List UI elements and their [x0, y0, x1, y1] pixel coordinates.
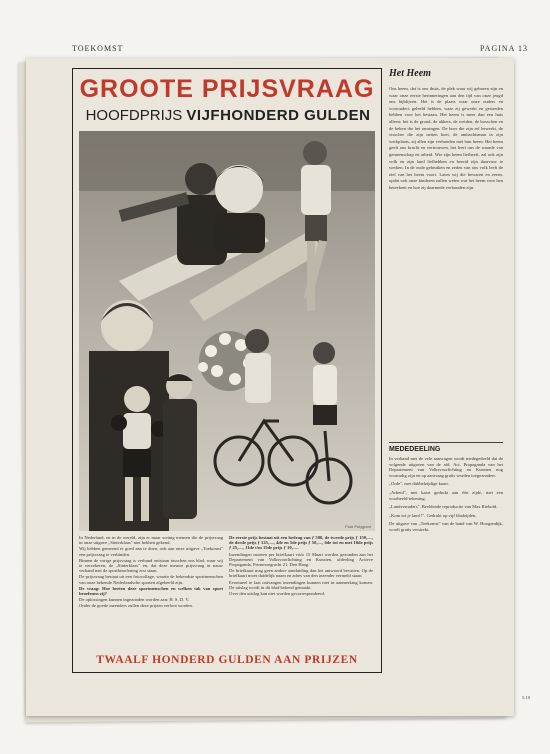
sports-photo-collage [79, 131, 375, 531]
contest-text-columns [79, 535, 375, 643]
notice-body [389, 456, 503, 533]
divider [389, 442, 503, 443]
paragraph: Binnen de vorige prijsvraag is verband ontstaan tusschen ons blad, waar wij te verzekeren, de „Sinterklaas" en, dat deze nieuwe prijsvraag in nauw verband met de sportbeoefening zou staan. [79, 557, 223, 574]
paragraph: Onder de goede inzenders zullen deze prijzen verloot worden. [79, 603, 193, 609]
paragraph-prizes: De eerste prijs bestaat uit een bedrag van ƒ 500, de tweede prijs ƒ 150,—, de derde prijs ƒ 125,—, 4de en 5de prijs ƒ 50,—, 6de tot en met 10de prijs ƒ 25,—, 11de t/m 15de prijs ƒ 10,—. [229, 535, 373, 551]
notice-paragraph: „Kom tot je land !". Gedrukt op vijf bladzijden. [389, 512, 477, 518]
paragraph: De briefkaart mag geen andere aanduiding dan het antwoord bevatten. Op de briefkaart moet duidelijk naam en adres van den inzender vermeld staan. [229, 568, 373, 579]
side-article-body: Ons heem, dat is ons thuis, de plek waar wij geboren zijn en waar onze eerste herinneringen aan den tijd van onze jeugd ons bijblijven. Het is de plaats waar onze ouders en voorouders geleefd hebben, waar zij gewerkt en gestreden hebben voor het bestaan. Het heem is meer dan een huis alleen; het is de grond, de akkers, de weiden, de bosschen en de beken die het omringen. De boer die zijn erf bewerkt, de visscher die zijn netten boet, de ambachtsman in zijn werkplaats, zij allen zijn verbonden met hun heem. Het heem geeft ons kracht en vertrouwen, het leert ons de waarde van gemeenschap en arbeid. Wie zijn heem liefheeft, zal ook zijn volk en zijn land liefhebben en bereid zijn daarvoor te werken. In de oude gebruiken en zeden van ons volk leeft de ziel van het heem voort. Laten wij die bewaren en eeren, opdat ook onze kinderen zullen weten wat het heem voor hen beteekent en hoe zij daarmede verbonden zijn. [389, 86, 503, 190]
paragraph: De oplossingen kunnen ingezonden worden aan: H. S. D. V. [79, 597, 190, 603]
paragraph: Inzendingen moeten per briefkaart vóór 15 Maart worden gezonden aan het Departement van Volksvoorlichting en Kunsten, afdeeling Actieve Propaganda, Prinsessegracht 21, Den Haag. [229, 551, 373, 568]
notice-title: MEDEDEELING [389, 446, 441, 453]
running-header [72, 44, 528, 58]
paragraph: De prijsvraag bestaat uit een fotocollage, waarin de bekendste sportmenschen van onze bekende Nederlandsche sporten afgebeeld zijn. [79, 574, 223, 585]
paragraph: Over den uitslag kan niet worden gecorrespondeerd. [229, 591, 326, 597]
contest-box [72, 68, 382, 673]
text-column-right [229, 535, 373, 597]
notice-paragraph: „Landverraders". Beeldende reproductie van Max Riebold. [389, 504, 498, 510]
subtitle-prefix: HOOFDPRIJS [85, 107, 183, 124]
side-title: Het Heem [389, 68, 431, 79]
notice-paragraph: De uitgave van „Toekomst" van de hand van W. Hoogendijk, wordt gratis verstrekt. [389, 521, 503, 532]
contest-subtitle [79, 107, 377, 124]
notice-paragraph: „Orde", met dubbelzijdige kaart. [389, 481, 449, 487]
side-column [389, 68, 503, 671]
paragraph: In Nederland, en in de wereld, zijn er maar weinig mensen die de prijsvraag in onze uitgave „Sinterklaas" niet hebben gekend. [79, 535, 223, 546]
text-column-left [79, 535, 223, 610]
notice-paragraph: „Arbeid", met kaart gedrukt aan één zijde, met een voorbeeld-tekening. [389, 489, 503, 501]
prize-banner: TWAALF HONDERD GULDEN AAN PRIJZEN [96, 654, 358, 666]
paragraph-question: De vraag: Hoe heeten deze sportmenschen en welken tak van sport beoefenen zij? [79, 585, 223, 597]
photo-credit: Foto Polygoon [345, 524, 371, 529]
page-footer: 5.10 [522, 695, 530, 700]
subtitle-amount: VIJFHONDERD GULDEN [186, 107, 371, 124]
notice-paragraph: In verband met de vele aanvragen wordt medegedeeld dat de volgende uitgaven van de afd. Act. Propaganda van het Departement van Volksvoorlichting en Kunsten nog voorradig zijn en op aanvraag gratis worden toegezonden: [389, 456, 503, 478]
paragraph: Eventueel te laat ontvangen inzendingen kunnen niet in aanmerking komen. De uitslag wordt in dit blad bekend gemaakt. [229, 579, 373, 590]
paragraph: Wij hebben gemeend er goed aan te doen, ook aan onze uitgave „Toekomst" een prijsvraag te verbinden. [79, 546, 223, 557]
contest-title: GROOTE PRIJSVRAAG [79, 75, 375, 103]
page-number: PAGINA 13 [479, 44, 528, 53]
photo-collage-drawing [79, 131, 375, 531]
publication-name: TOEKOMST [72, 44, 124, 53]
